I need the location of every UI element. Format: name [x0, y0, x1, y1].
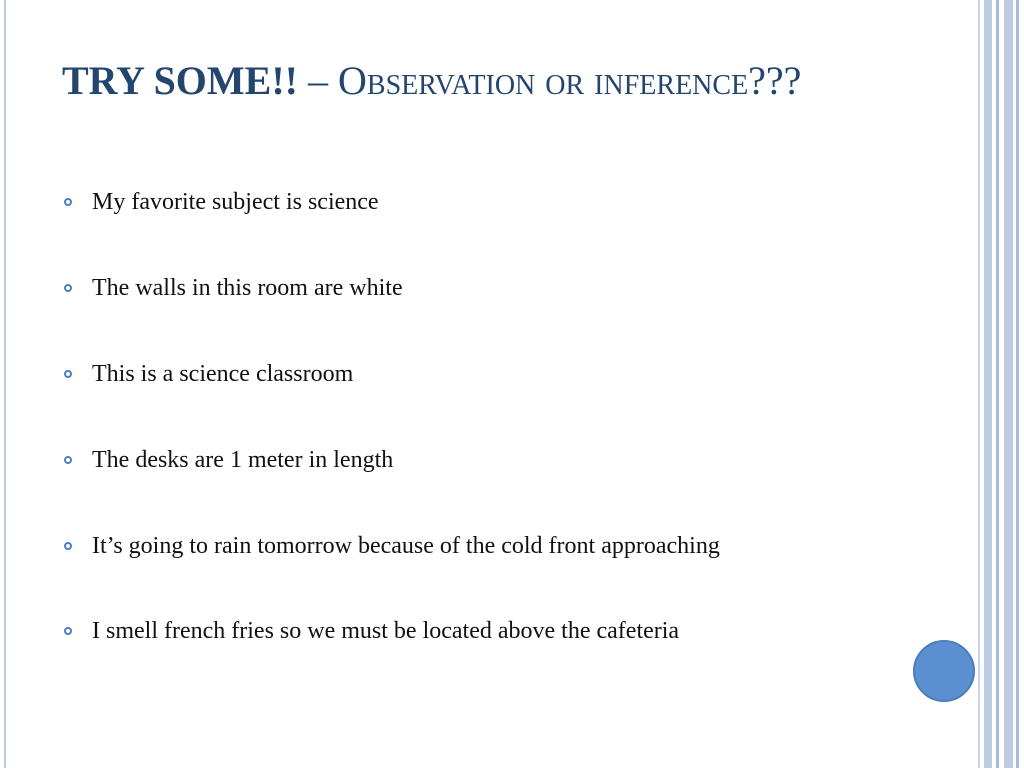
bullet-item — [60, 272, 900, 305]
bullet-item — [60, 444, 900, 477]
bullet-text: It’s going to rain tomorrow because of the cold front approaching — [92, 533, 720, 559]
decorative-circle — [913, 640, 975, 702]
bullet-text: I smell french fries so we must be located above the cafeteria — [92, 618, 680, 644]
bullet-item — [60, 615, 900, 648]
bullet-item — [60, 358, 900, 391]
slide-title — [62, 52, 962, 110]
bullet-dot-icon — [64, 542, 72, 550]
bullet-text: The desks are 1 meter in length — [92, 447, 394, 473]
bullet-item — [60, 186, 900, 219]
bullet-list — [60, 186, 900, 648]
bullet-dot-icon — [64, 284, 72, 292]
bullet-item — [60, 530, 900, 563]
bullet-text: This is a science classroom — [92, 361, 354, 387]
bullet-text: The walls in this room are white — [92, 275, 403, 301]
bullet-dot-icon — [64, 198, 72, 206]
bullet-dot-icon — [64, 370, 72, 378]
bullet-dot-icon — [64, 456, 72, 464]
left-border-line — [4, 0, 6, 768]
title-subtitle: – Observation or inference??? — [298, 58, 802, 103]
bullet-dot-icon — [64, 627, 72, 635]
bullet-text: My favorite subject is science — [92, 189, 379, 215]
title-emphasis: TRY SOME!! — [62, 58, 298, 103]
